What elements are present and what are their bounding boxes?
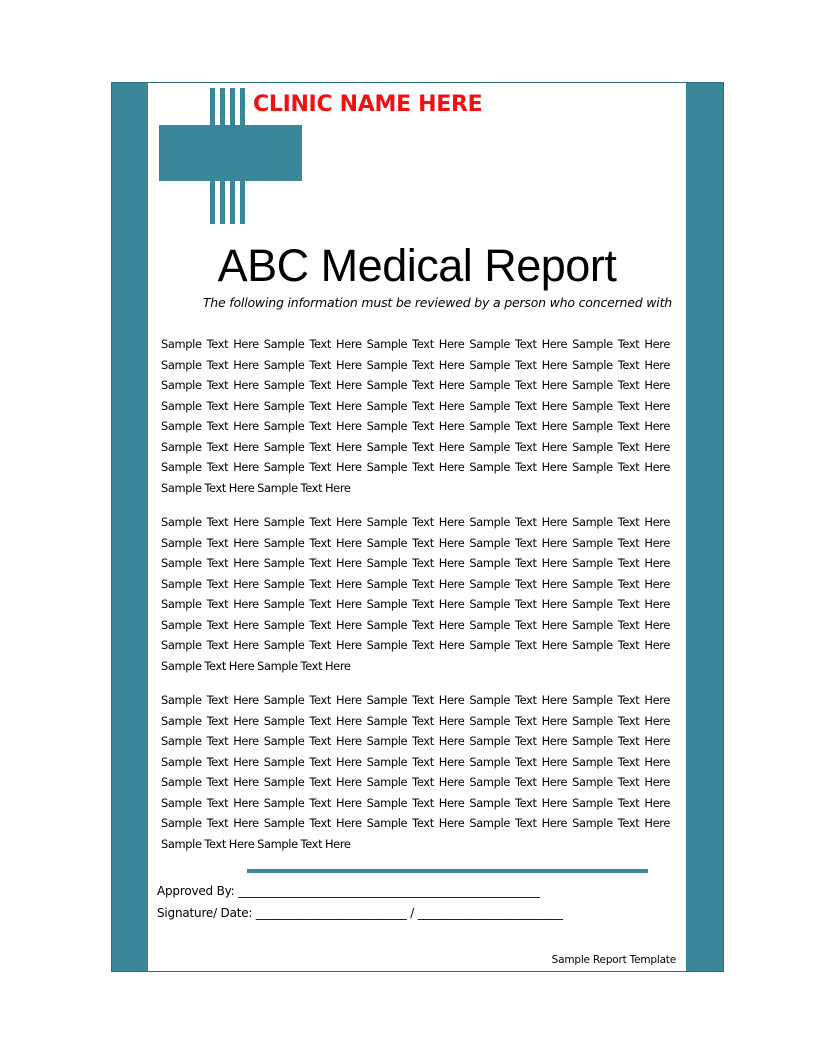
- signature-date-field[interactable]: Signature/ Date: __________________________ / _________________________: [157, 906, 563, 920]
- body-paragraph: Sample Text Here Sample Text Here Sample Text Here Sample Text Here Sample Text Here Sample Text Here Sample Text Here Sample Text Here Sample Text Here Sample Text Here Sample Text Here Sample Text Here Sample Text Here Sample Text Here Sample Text Here Sample Text Here Sample Text Here Sample Text Here Sample Text Here Sample Text Here Sample Text Here Sample Text Here Sample Text Here Sample Text Here Sample Text Here Sample Text Here Sample Text Here Sample Text Here Sample Text Here Sample Text Here Sample Text Here Sample Text Here Sample Text Here Sample Text Here Sample Text Here Sample Text Here Sample Text Here: [161, 693, 670, 851]
- report-title: ABC Medical Report: [217, 240, 617, 291]
- clinic-name: CLINIC NAME HERE: [253, 92, 483, 117]
- footer-label: Sample Report Template: [551, 954, 676, 966]
- report-subtitle: The following information must be reviewed by a person who concerned with: [202, 295, 672, 310]
- logo-block: [159, 125, 302, 181]
- section-divider: [247, 869, 648, 873]
- approved-by-field[interactable]: Approved By: ____________________________________________________: [157, 884, 540, 898]
- body-paragraph: Sample Text Here Sample Text Here Sample Text Here Sample Text Here Sample Text Here Sample Text Here Sample Text Here Sample Text Here Sample Text Here Sample Text Here Sample Text Here Sample Text Here Sample Text Here Sample Text Here Sample Text Here Sample Text Here Sample Text Here Sample Text Here Sample Text Here Sample Text Here Sample Text Here Sample Text Here Sample Text Here Sample Text Here Sample Text Here Sample Text Here Sample Text Here Sample Text Here Sample Text Here Sample Text Here Sample Text Here Sample Text Here Sample Text Here Sample Text Here Sample Text Here Sample Text Here Sample Text Here: [161, 337, 670, 495]
- body-paragraph: Sample Text Here Sample Text Here Sample Text Here Sample Text Here Sample Text Here Sample Text Here Sample Text Here Sample Text Here Sample Text Here Sample Text Here Sample Text Here Sample Text Here Sample Text Here Sample Text Here Sample Text Here Sample Text Here Sample Text Here Sample Text Here Sample Text Here Sample Text Here Sample Text Here Sample Text Here Sample Text Here Sample Text Here Sample Text Here Sample Text Here Sample Text Here Sample Text Here Sample Text Here Sample Text Here Sample Text Here Sample Text Here Sample Text Here Sample Text Here Sample Text Here Sample Text Here Sample Text Here: [161, 515, 670, 673]
